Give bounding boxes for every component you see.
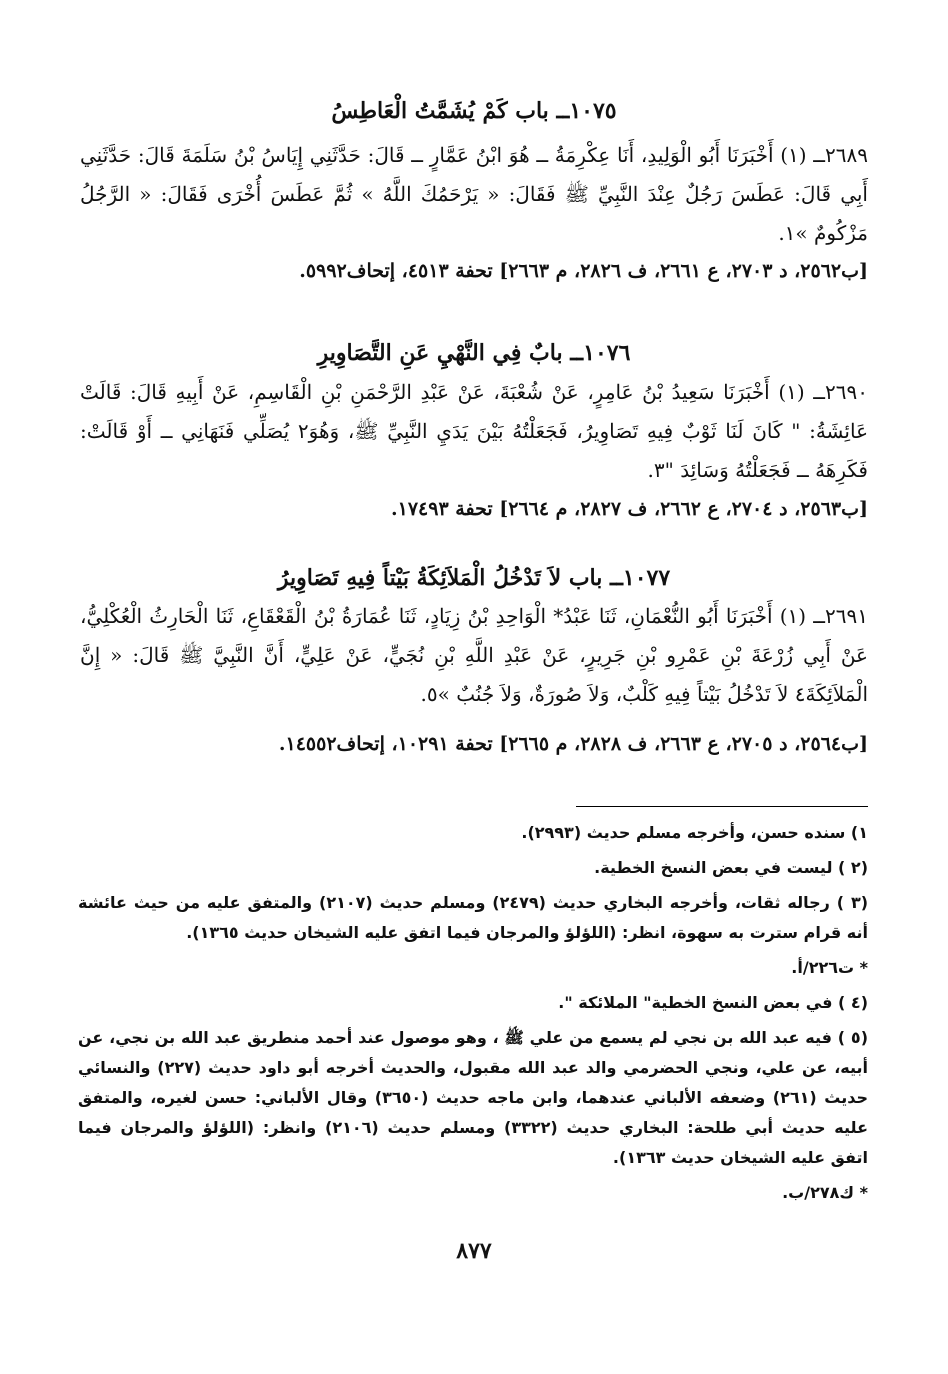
footnote-marker-k278: * ك٢٧٨/ب. xyxy=(782,1183,868,1202)
section-title-1076: ١٠٧٦ــ بابٌ فِي النَّهْيِ عَنِ التَّصَاوِيرِ xyxy=(317,340,631,366)
page-number: ٨٧٧ xyxy=(456,1238,492,1264)
hadith-2690-references: [ب٢٥٦٣، د ٢٧٠٤، ع ٢٦٦٢، ف ٢٨٢٧، م ٢٦٦٤] تحفة ١٧٤٩٣. xyxy=(391,498,868,520)
hadith-2691-text: ٢٦٩١ــ (١) أَخْبَرَنَا أَبُو النُّعْمَانِ، ثَنَا عَبْدُ* الْوَاحِدِ بْنُ زِيَادٍ، ثَنَا عُمَارَةُ بْنُ الْقَعْقَاعِ، ثَنَا الْحَارِثُ الْعُكْلِيُّ، عَنْ أَبِي زُرْعَةَ بْنِ عَمْرِو بْنِ جَرِيرٍ، عَنْ عَبْدِ اللَّهِ بْنِ نُجَيٍّ، عَنْ عَلِيٍّ، أَنَّ النَّبِيَّ ﷺ قَالَ: « إِنَّ الْمَلاَئِكَةَ٤ لاَ تَدْخُلُ بَيْتاً فِيهِ كَلْبٌ، وَلاَ صُورَةٌ، وَلاَ جُنُبٌ »٥. xyxy=(80,604,868,706)
footnotes xyxy=(78,818,868,1213)
footnote-5: (٥ ) فيه عبد الله بن نجي لم يسمع من علي ﷺ ، وهو موصول عند أحمد منطريق عبد الله بن نجي، عن أبيه، عن علي، ونجي الحضرمي والد عبد الله مقبول، والحديث أخرجه أبو داود حديث (٢٢٧) والنسائي حديث (٢٦١) وضعفه الألباني عندهما، وابن ماجه حديث (٣٦٥٠) وقال الألباني: حسن لغيره، والمتفق عليه حديث أبي طلحة: البخاري حديث (٣٣٢٢) ومسلم حديث (٢١٠٦) وانظر: (اللؤلؤ والمرجان فيما اتفق عليه الشيخان حديث ١٣٦٣). xyxy=(78,1028,869,1167)
hadith-2689-references: [ب٢٥٦٢، د ٢٧٠٣، ع ٢٦٦١، ف ٢٨٢٦، م ٢٦٦٣] تحفة ٤٥١٣، إتحاف٥٩٩٢. xyxy=(299,260,868,282)
hadith-2689-text: ٢٦٨٩ــ (١) أَخْبَرَنَا أَبُو الْوَلِيدِ، أَنَا عِكْرِمَةُ ــ هُوَ ابْنُ عَمَّارٍ ــ قَالَ: حَدَّثَنِي إِيَاسُ بْنُ سَلَمَةَ قَالَ: حَدَّثَنِي أَبِي قَالَ: عَطَسَ رَجُلٌ عِنْدَ النَّبِيِّ ﷺ فَقَالَ: « يَرْحَمُكَ اللَّهُ » ثُمَّ عَطَسَ أُخْرَى فَقَالَ: « الرَّجُلُ مَزْكُومٌ »١. xyxy=(80,143,868,245)
footnote-1: ١) سنده حسن، وأخرجه مسلم حديث (٢٩٩٣). xyxy=(521,823,868,842)
hadith-2690-text: ٢٦٩٠ــ (١) أَخْبَرَنَا سَعِيدُ بْنُ عَامِرٍ، عَنْ شُعْبَةَ، عَنْ عَبْدِ الرَّحْمَنِ بْنِ الْقَاسِمِ، عَنْ أَبِيهِ قَالَ: قَالَتْ عَائِشَةُ: " كَانَ لَنَا ثَوْبٌ فِيهِ تَصَاوِيرُ، فَجَعَلْتُهُ بَيْنَ يَدَيِ النَّبِيِّ ﷺ، وَهُوَ٢ يُصَلِّي فَنَهَانِي ــ أَوْ قَالَتْ: فَكَرِهَهُ ــ فَجَعَلْتُهُ وَسَائِدَ "٣. xyxy=(80,380,868,482)
footnote-3: (٣ ) رجاله ثقات، وأخرجه البخاري حديث (٢٤٧٩) ومسلم حديث (٢١٠٧) والمتفق عليه من حيث عائشة أنه قرام سترت به سهوة، انظر: (اللؤلؤ والمرجان فيما اتفق عليه الشيخان حديث ١٣٦٥). xyxy=(78,893,869,942)
section-title-1075: ١٠٧٥ــ باب كَمْ يُشَمَّتُ الْعَاطِسُ xyxy=(331,98,617,124)
footnote-divider xyxy=(576,806,868,807)
section-title-1077: ١٠٧٧ــ باب لاَ تَدْخُلُ الْمَلاَئِكَةُ بَيْتاً فِيهِ تَصَاوِيرُ xyxy=(277,565,671,591)
footnote-4: (٤ ) في بعض النسخ الخطية" الملائكة ". xyxy=(558,993,868,1012)
footnote-marker-t226: * ت٢٢٦/أ. xyxy=(791,958,868,977)
footnote-2: (٢ ) ليست في بعض النسخ الخطية. xyxy=(594,858,868,877)
hadith-2691-references: [ب٢٥٦٤، د ٢٧٠٥، ع ٢٦٦٣، ف ٢٨٢٨، م ٢٦٦٥] تحفة ١٠٢٩١، إتحاف١٤٥٥٢. xyxy=(278,733,868,755)
